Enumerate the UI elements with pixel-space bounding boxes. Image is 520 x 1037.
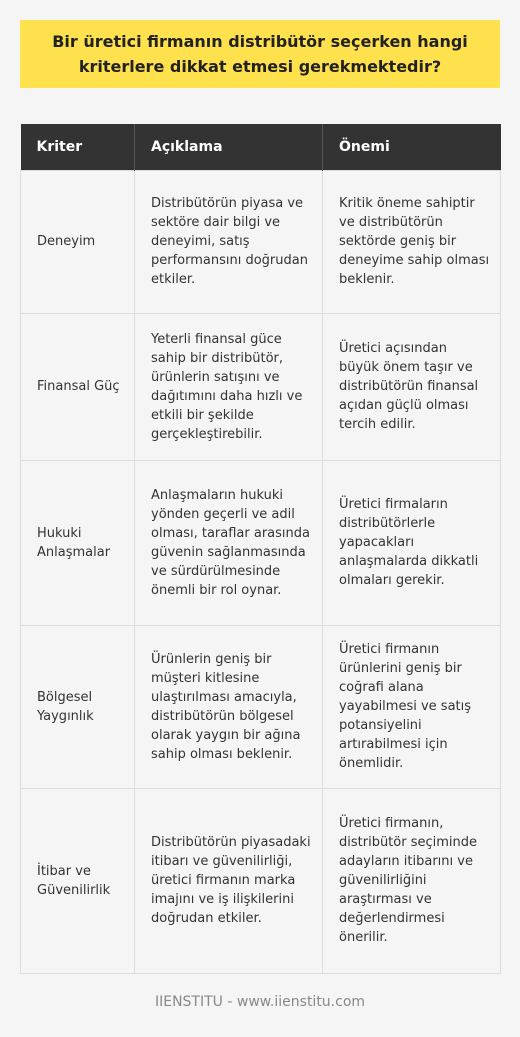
importance-cell: Üretici firmaların distribütörlerle yapacakları anlaşmalarda dikkatli olmaları gerekir. bbox=[323, 460, 501, 625]
column-header-description: Açıklama bbox=[135, 124, 323, 170]
criterion-cell: Deneyim bbox=[21, 170, 135, 313]
description-cell: Yeterli finansal güce sahip bir distribütör, ürünlerin satışını ve dağıtımını daha hızlı ve etkili bir şekilde gerçekleştirebilir. bbox=[135, 313, 323, 460]
description-cell: Distribütörün piyasa ve sektöre dair bilgi ve deneyimi, satış performansını doğrudan etkiler. bbox=[135, 170, 323, 313]
column-header-importance: Önemi bbox=[323, 124, 501, 170]
table-row bbox=[21, 170, 501, 313]
importance-cell: Kritik öneme sahiptir ve distribütörün sektörde geniş bir deneyime sahip olması beklenir. bbox=[323, 170, 501, 313]
criterion-cell: Bölgesel Yaygınlık bbox=[21, 625, 135, 788]
table-row bbox=[21, 788, 501, 973]
criteria-table bbox=[20, 124, 501, 974]
table-row bbox=[21, 313, 501, 460]
footer-credit: IIENSTITU - www.iienstitu.com bbox=[154, 994, 366, 1010]
description-cell: Ürünlerin geniş bir müşteri kitlesine ulaştırılması amacıyla, distribütörün bölgesel olarak yaygın bir ağına sahip olması beklenir. bbox=[135, 625, 323, 788]
importance-cell: Üretici açısından büyük önem taşır ve distribütörün finansal açıdan güçlü olması tercih edilir. bbox=[323, 313, 501, 460]
page-title: Bir üretici firmanın distribütör seçerken hangi kriterlere dikkat etmesi gerekmektedir? bbox=[52, 32, 468, 76]
column-header-criterion: Kriter bbox=[21, 124, 135, 170]
criterion-cell: Hukuki Anlaşmalar bbox=[21, 460, 135, 625]
table-row bbox=[21, 460, 501, 625]
table-row bbox=[21, 625, 501, 788]
title-banner bbox=[20, 20, 500, 88]
table-header-row bbox=[21, 124, 501, 170]
criterion-cell: İtibar ve Güvenilirlik bbox=[21, 788, 135, 973]
importance-cell: Üretici firmanın, distribütör seçiminde adayların itibarını ve güvenilirliğini araştırması ve değerlendirmesi önerilir. bbox=[323, 788, 501, 973]
description-cell: Anlaşmaların hukuki yönden geçerli ve adil olması, taraflar arasında güvenin sağlanmasında ve sürdürülmesinde önemli bir rol oynar. bbox=[135, 460, 323, 625]
criterion-cell: Finansal Güç bbox=[21, 313, 135, 460]
description-cell: Distribütörün piyasadaki itibarı ve güvenilirliği, üretici firmanın marka imajını ve iş ilişkilerini doğrudan etkiler. bbox=[135, 788, 323, 973]
importance-cell: Üretici firmanın ürünlerini geniş bir coğrafi alana yayabilmesi ve satış potansiyelini artırabilmesi için önemlidir. bbox=[323, 625, 501, 788]
